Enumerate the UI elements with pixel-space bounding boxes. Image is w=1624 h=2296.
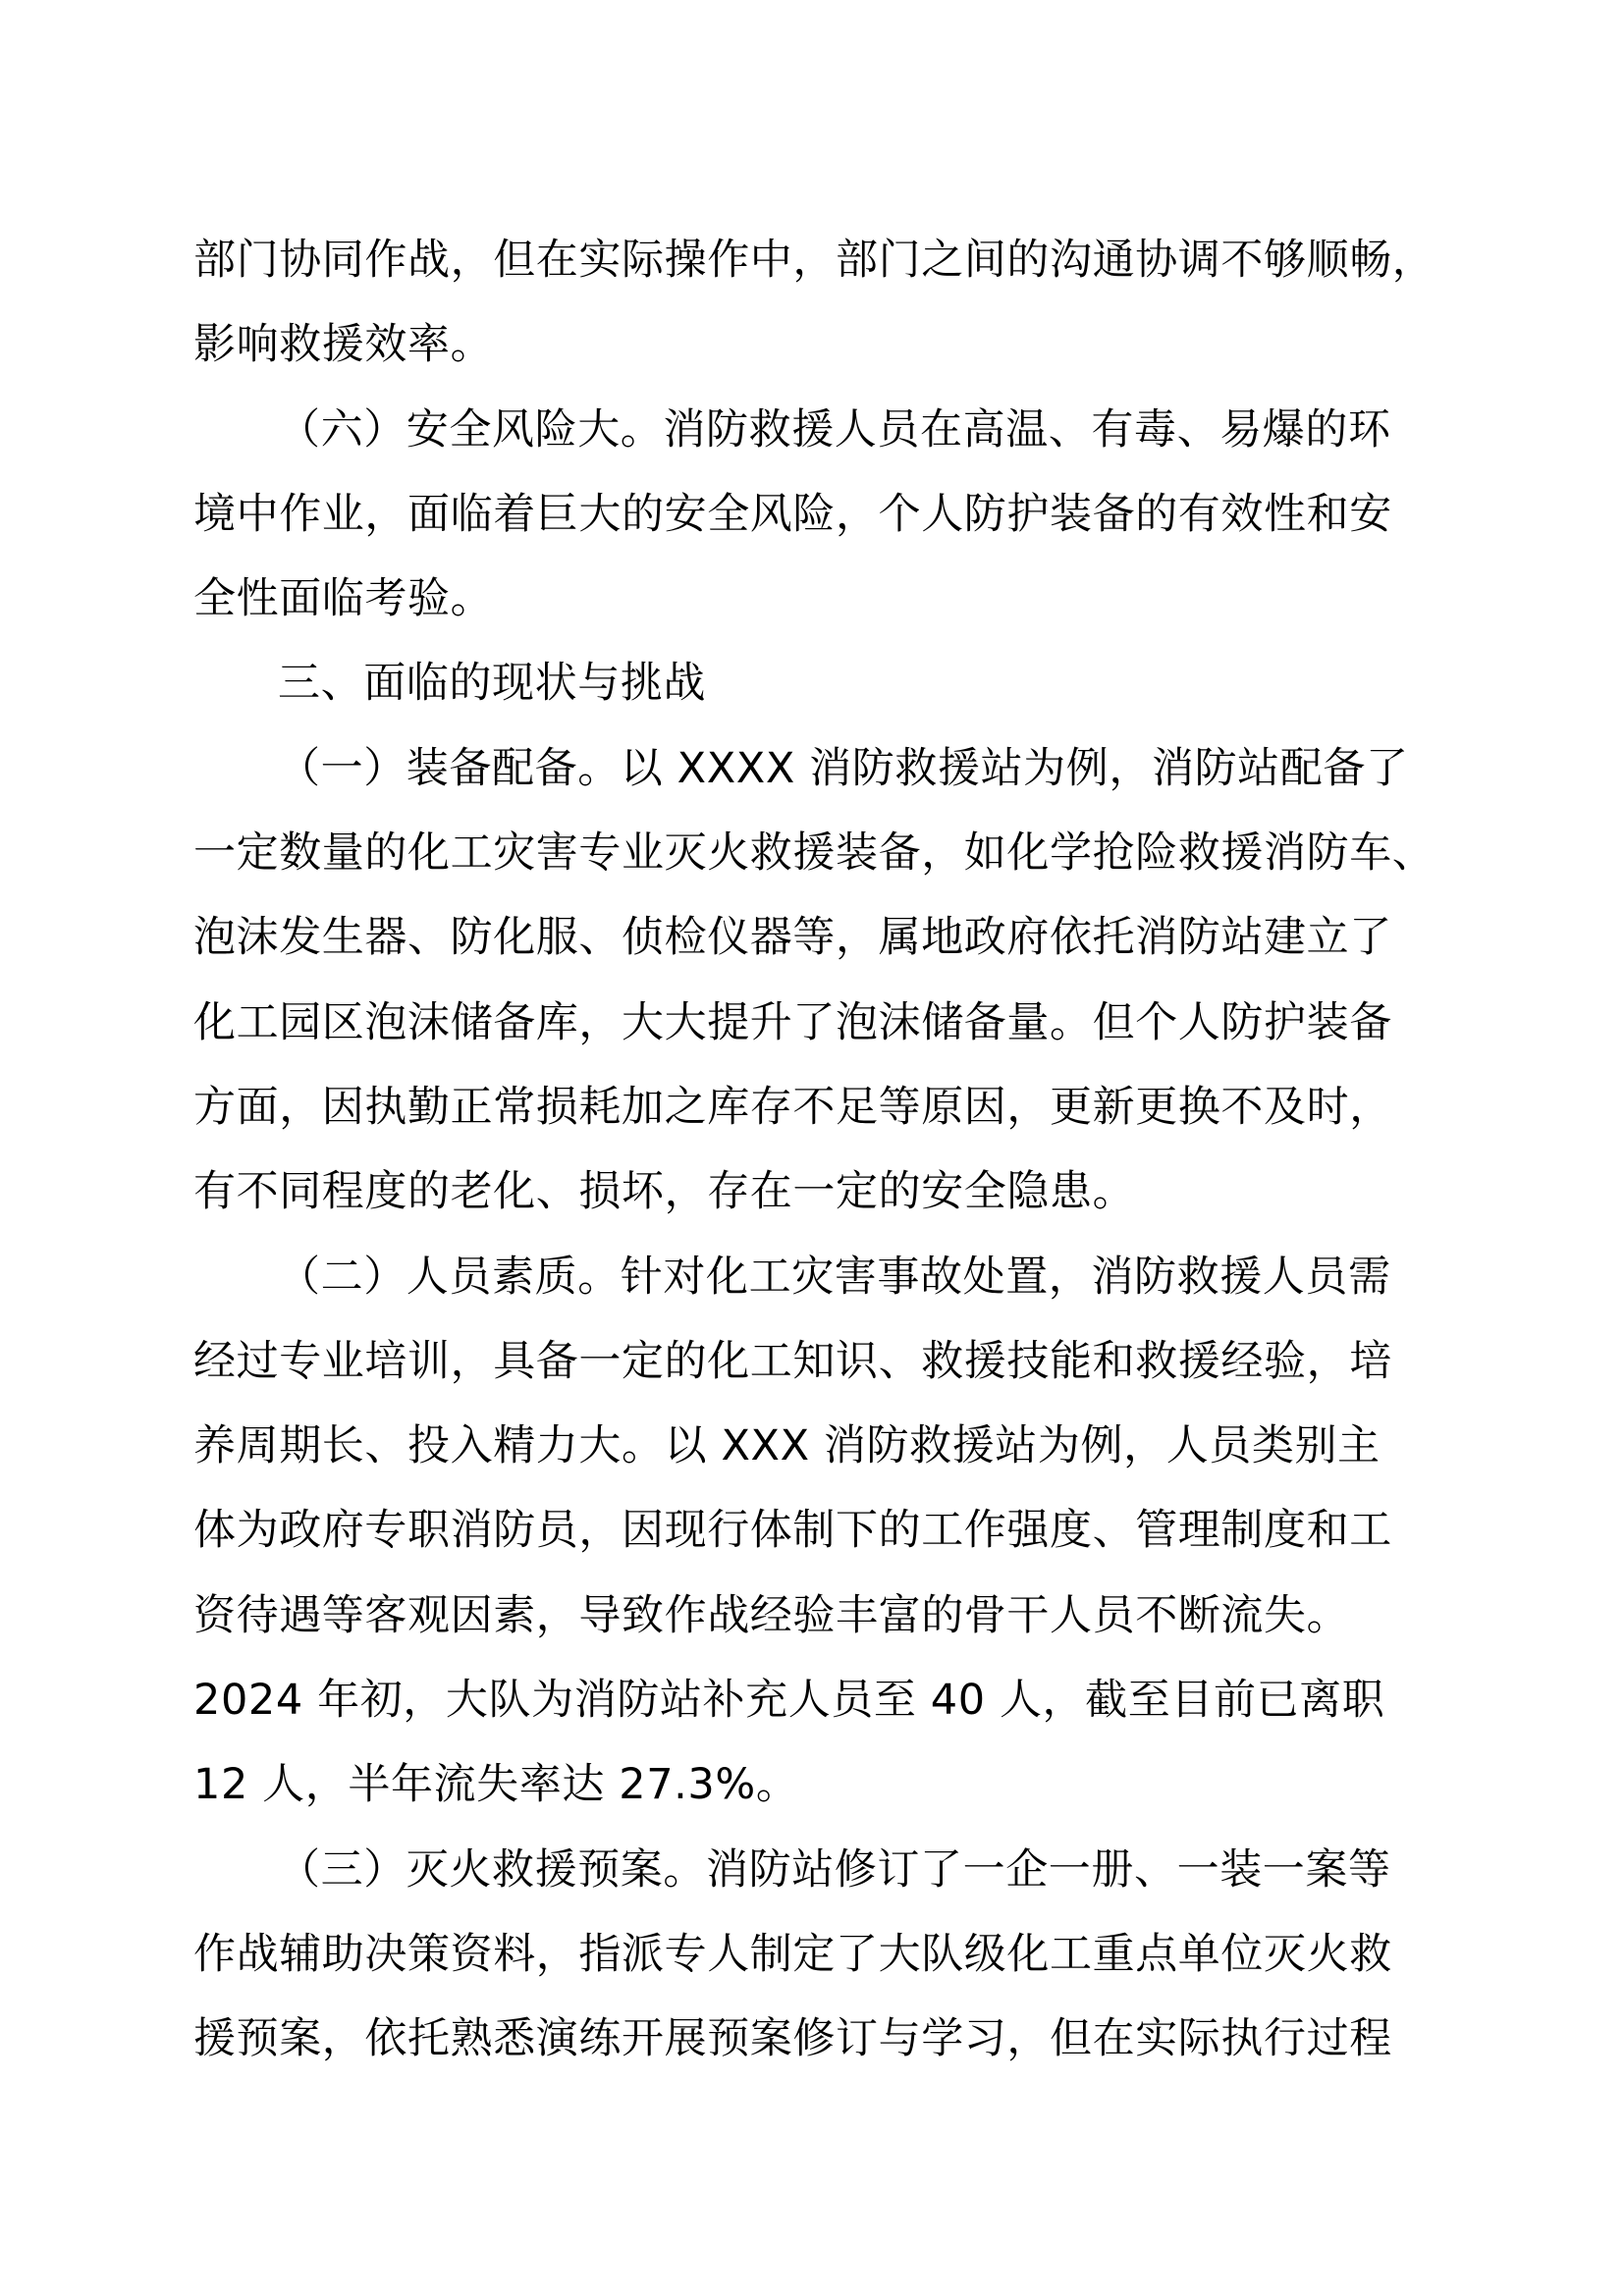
text-line: 部门协同作战，但在实际操作中，部门之间的沟通协调不够顺畅， <box>193 236 1435 285</box>
text-line: 体为政府专职消防员，因现行体制下的工作强度、管理制度和工 <box>193 1506 1392 1556</box>
text-line: 作战辅助决策资料，指派专人制定了大队级化工重点单位灭火救 <box>193 1929 1392 1979</box>
text-line: 养周期长、投入精力大。以 XXX 消防救援站为例，人员类别主 <box>193 1421 1380 1471</box>
text-line: 方面，因执勤正常损耗加之库存不足等原因，更新更换不及时， <box>193 1082 1392 1132</box>
text-line: 全性面临考验。 <box>193 574 494 624</box>
text-line: 境中作业，面临着巨大的安全风险，个人防护装备的有效性和安 <box>193 489 1392 539</box>
text-line: 经过专业培训，具备一定的化工知识、救援技能和救援经验，培 <box>193 1336 1392 1386</box>
section-heading <box>193 641 1442 725</box>
text-line: 化工园区泡沫储备库，大大提升了泡沫储备量。但个人防护装备 <box>193 997 1392 1047</box>
text-line: （二）人员素质。针对化工灾害事故处置，消防救援人员需 <box>278 1252 1391 1302</box>
paragraph-coordination <box>193 218 1442 388</box>
text-line: 2024 年初，大队为消防站补充人员至 40 人，截至目前已离职 <box>193 1676 1385 1726</box>
text-line: 影响救援效率。 <box>193 320 494 370</box>
paragraph-equipment <box>193 726 1442 1235</box>
text-line: 一定数量的化工灾害专业灭火救援装备，如化学抢险救援消防车、 <box>193 828 1435 879</box>
text-line: （一）装备配备。以 XXXX 消防救援站为例，消防站配备了 <box>278 743 1409 793</box>
text-line: （三）灭火救援预案。消防站修订了一企一册、一装一案等 <box>278 1844 1391 1895</box>
section-heading-text: 三、面临的现状与挑战 <box>278 659 706 709</box>
text-line: 资待遇等客观因素，导致作战经验丰富的骨干人员不断流失。 <box>193 1590 1350 1640</box>
paragraph-safety-risk <box>193 388 1442 642</box>
text-line: 泡沫发生器、防化服、侦检仪器等，属地政府依托消防站建立了 <box>193 913 1392 963</box>
text-line: 援预案，依托熟悉演练开展预案修订与学习，但在实际执行过程 <box>193 2014 1392 2064</box>
text-line: 有不同程度的老化、损坏，存在一定的安全隐患。 <box>193 1167 1136 1217</box>
paragraph-personnel <box>193 1235 1442 1828</box>
text-line: 12 人，半年流失率达 27.3%。 <box>193 1760 799 1810</box>
paragraph-rescue-plan <box>193 1828 1442 2082</box>
document-body <box>193 218 1442 2082</box>
text-line: （六）安全风险大。消防救援人员在高温、有毒、易爆的环 <box>278 404 1391 454</box>
